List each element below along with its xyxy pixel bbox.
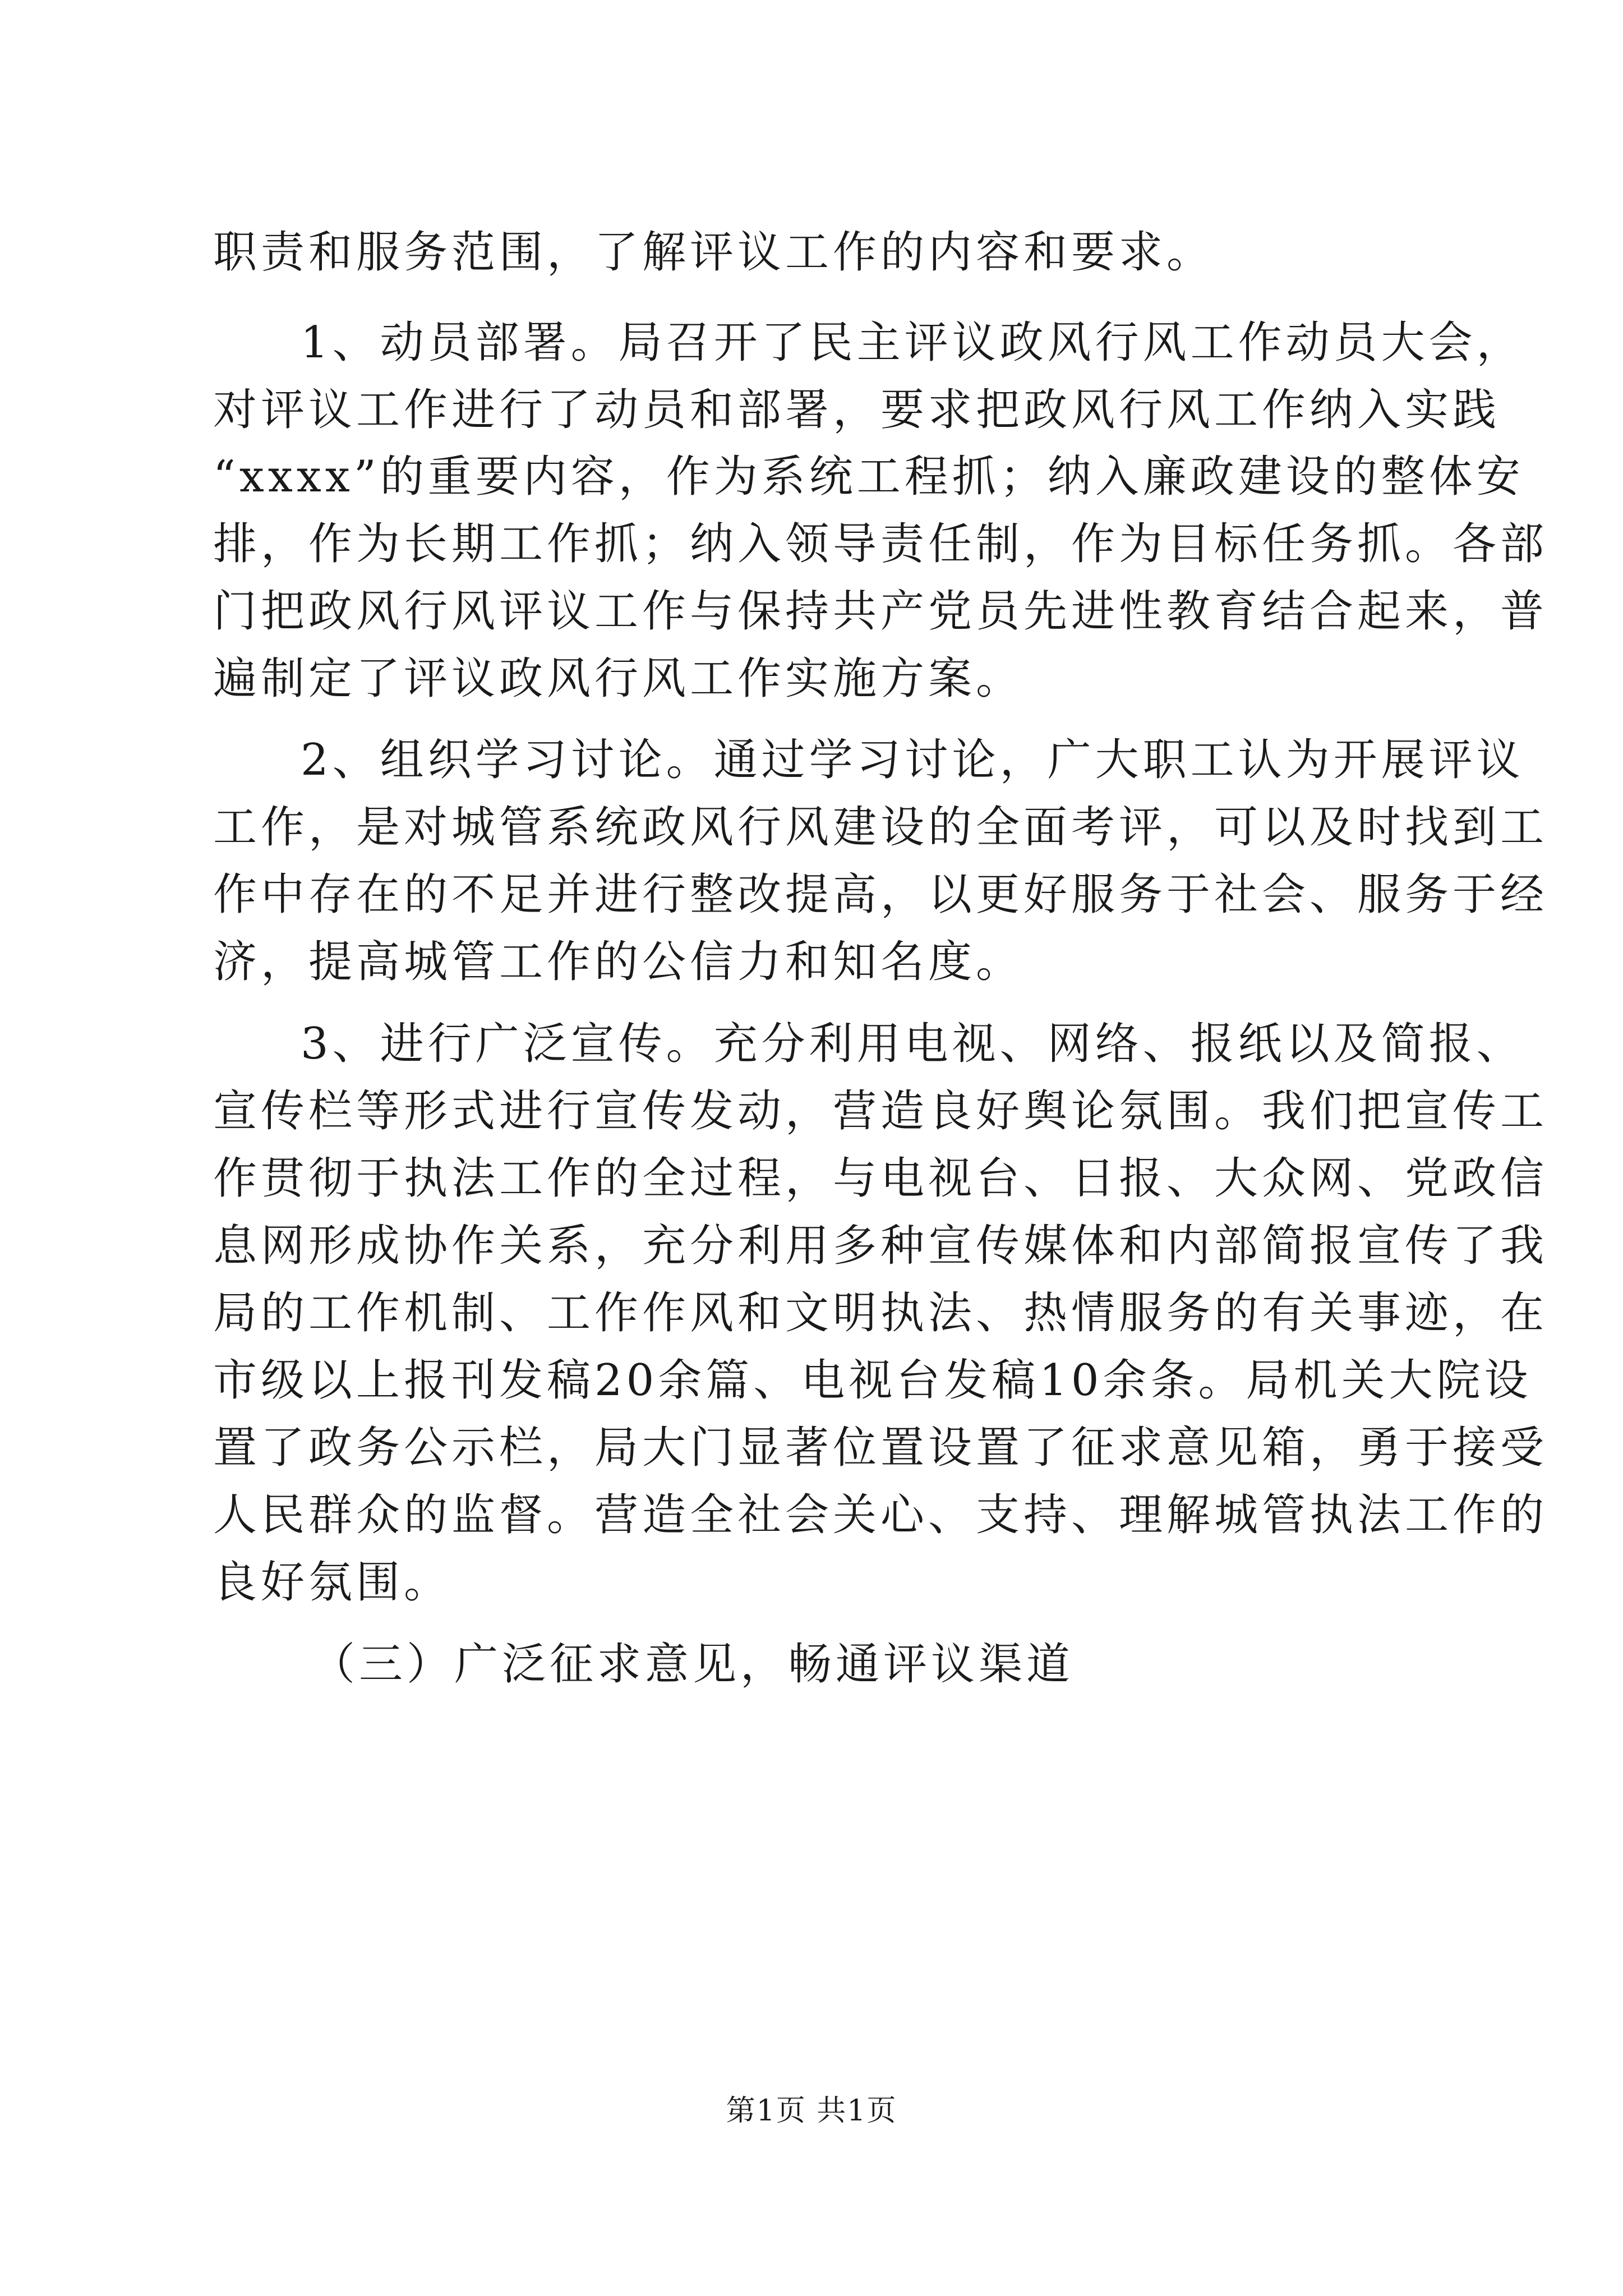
text-line: 排，作为长期工作抓；纳入领导责任制，作为目标任务抓。各部 [213, 519, 1548, 569]
text-line: 息网形成协作关系，充分利用多种宣传媒体和内部简报宣传了我 [213, 1221, 1548, 1271]
text-line: 作贯彻于执法工作的全过程，与电视台、日报、大众网、党政信 [213, 1153, 1548, 1204]
text-line: 工作，是对城管系统政风行风建设的全面考评，可以及时找到工 [213, 802, 1548, 853]
section-heading: （三）广泛征求意见，畅通评议渠道 [311, 1639, 1075, 1690]
text-line: 门把政风行风评议工作与保持共产党员先进性教育结合起来，普 [213, 586, 1548, 637]
text-line: 宣传栏等形式进行宣传发动，营造良好舆论氛围。我们把宣传工 [213, 1086, 1548, 1137]
text-line: 良好氛围。 [213, 1557, 452, 1608]
paragraph-2-line: 2、组织学习讨论。通过学习讨论，广大职工认为开展评议 [301, 735, 1524, 785]
text-line: 置了政务公示栏，局大门显著位置设置了征求意见箱，勇于接受 [213, 1423, 1548, 1473]
text-line: “xxxx”的重要内容，作为系统工程抓；纳入廉政建设的整体安 [213, 452, 1524, 502]
text-line: 对评议工作进行了动员和部署，要求把政风行风工作纳入实践 [213, 385, 1501, 435]
paragraph-1-line: 1、动员部署。局召开了民主评议政风行风工作动员大会， [301, 318, 1524, 368]
text-line: 职责和服务范围，了解评议工作的内容和要求。 [213, 227, 1215, 278]
text-line: 人民群众的监督。营造全社会关心、支持、理解城管执法工作的 [213, 1490, 1548, 1540]
text-line: 作中存在的不足并进行整改提高，以更好服务于社会、服务于经 [213, 869, 1548, 920]
text-line: 市级以上报刊发稿20余篇、电视台发稿10余条。局机关大院设 [213, 1355, 1532, 1406]
paragraph-3-line: 3、进行广泛宣传。充分利用电视、网络、报纸以及简报、 [301, 1019, 1524, 1069]
text-line: 局的工作机制、工作作风和文明执法、热情服务的有关事迹，在 [213, 1288, 1548, 1338]
page-footer: 第1页 共1页 [726, 2094, 897, 2128]
text-line: 遍制定了评议政风行风工作实施方案。 [213, 654, 1024, 704]
text-line: 济，提高城管工作的公信力和知名度。 [213, 937, 1024, 987]
